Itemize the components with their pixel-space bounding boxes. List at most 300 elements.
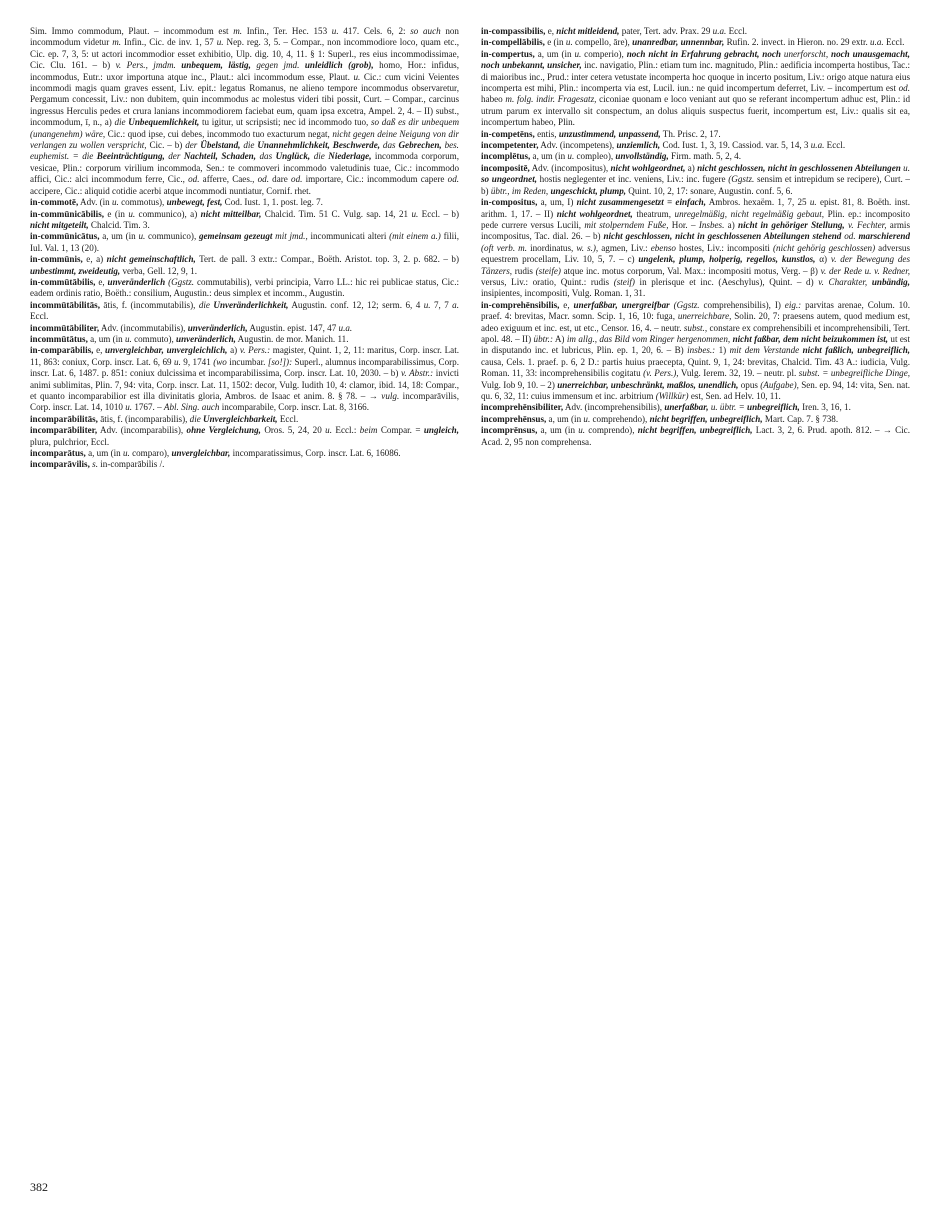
entry-text: rudis (512, 265, 536, 276)
italic-note: subst., (683, 322, 708, 333)
entry-text: Eccl. – b) (418, 208, 459, 219)
entry-text: importare, Cic.: incommodum capere (302, 174, 448, 185)
gloss: unerfaßbar, unergreifbar (573, 299, 670, 310)
entry-text: Adv. (incompetens), (538, 140, 617, 151)
entry-text: a, um (in (99, 231, 139, 242)
dictionary-entry (30, 425, 459, 448)
entry-text: e, (95, 276, 108, 287)
gloss: nicht in gehöriger Stellung, (738, 219, 845, 230)
dictionary-entry (30, 334, 459, 345)
entry-text: Cic.: quod ipse, cui debes, incommodo tuo exacturum negat, (105, 128, 333, 139)
entry-text: constare ex comprehensibili et incomprehensibili, Tert. apol. 48. – II) (481, 322, 910, 344)
entry-text: incomparabile, Corp. inscr. Lat. 8, 3166. (219, 402, 369, 413)
italic-note: od. (257, 174, 269, 185)
entry-text: communico), (145, 231, 199, 242)
dictionary-entry (30, 345, 459, 413)
italic-note: (wo (213, 356, 227, 367)
entry-text: e, (545, 26, 557, 36)
entry-text: Adv. (in (78, 197, 112, 208)
italic-note: bes. euphemist. = die (30, 140, 459, 162)
italic-note: ebenso (650, 242, 676, 253)
italic-note: v. Pers., jmdm. (115, 60, 176, 71)
headword: in-commūnis, (30, 254, 83, 265)
italic-note: im allg., das Bild vom Ringer hergenommen, (566, 333, 731, 344)
entry-text: 417. Cels. 6, 2: (338, 26, 411, 36)
headword: in-compassibilis, (481, 26, 546, 36)
italic-note: unregelmäßig, nicht regelmäßig gebaut, (674, 208, 824, 219)
entry-text: Cic. – b) (146, 140, 186, 151)
entry-text: Tert. de pall. 3 extr.: Compar., Boëth. Aristot. top. 3, 2. p. 682. – b) (195, 254, 459, 265)
gloss: nicht gemeinschaftlich, (106, 254, 196, 265)
italic-note: das (259, 151, 273, 162)
gloss: unleidlich (grob), (304, 60, 374, 71)
entry-text: e, (93, 345, 106, 356)
dictionary-page (30, 26, 910, 1186)
entry-text: Nep. reg. 3, 5. – Compar., non incommodiore loco, quam etc., Cic. ep. 7, 3, 5: ut actori incommodior esset exhibitio, Ulp. dig. 10, 4, 11. § 1: Superl., res eius incommodissimae, Cic. Clu. 161. – b) (30, 37, 459, 71)
gloss: Unbequemlichkeit, (128, 117, 200, 128)
headword: incomparābiliter, (30, 425, 98, 436)
gloss: unvergleichbar, (171, 448, 231, 459)
entry-text: ut est in disputando inc. et lubricus, Plin. ep. 1, 20, 6. – B) (481, 333, 910, 356)
entry-text: Chalcid. Tim. 3. (88, 219, 150, 230)
italic-note: (steif) (613, 276, 635, 287)
gloss: nicht wohlgeordnet, (610, 162, 686, 173)
gloss: Unglück, (275, 151, 311, 162)
italic-note: eig.: (784, 299, 802, 310)
entry-text: Solin. 20, 7: praesens autem, quod medium est, adeo exiguum et inc. est, ut etc., Censor. 16, 4. – neutr. (481, 311, 910, 333)
headword: incomparābilitās, (30, 413, 98, 424)
entry-text: dare (268, 174, 292, 185)
left-column (30, 26, 459, 1186)
headword: incompositē, (481, 162, 530, 173)
gloss: unveränderlich, (176, 333, 236, 344)
italic-note: u.a. (338, 322, 353, 333)
italic-note: die (313, 151, 325, 162)
gloss: Niederlage, (328, 151, 372, 162)
entry-text: epist. 81, 8. Boëth. inst. arithm. 1, 17. – II) (481, 197, 910, 219)
entry-text: Compar. = (377, 425, 424, 436)
headword: incomprehēnsus, (481, 413, 547, 424)
entry-text: sensim et intrepidum se recipere), Curt. – b) (481, 174, 910, 196)
headword: incompetenter, (481, 140, 539, 151)
gloss: nicht mitgeteilt, (30, 219, 89, 230)
entry-text: 9, 1741 (180, 356, 214, 367)
entry-text: Adv. (incomprehensibilis), (563, 402, 665, 413)
entry-text: Vulg. Iob 9, 10. – 2) (481, 379, 558, 390)
entry-text: comparo), (129, 448, 172, 459)
italic-note: u. (174, 356, 181, 367)
entry-text: e, (559, 299, 574, 310)
headword: in-compellābilis, (481, 37, 545, 48)
entry-text: habeo (481, 94, 506, 105)
entry-text: Adv. (incomparabilis), (97, 425, 187, 436)
entry-text: Firm. math. 5, 2, 4. (668, 151, 741, 162)
italic-note: so daß es dir unbequem (unangenehm) wäre, (30, 117, 459, 139)
entry-text: opus (738, 379, 761, 390)
entry-text: e (in (544, 37, 566, 48)
italic-note: u. (112, 197, 119, 208)
entry-text: Cic.: cum vicini Veientes incommodi magis quam graves essent, Liv. epit.: legatus Romanus, ne alieno tempore incommodus observaretur, Pergamum concessit, Liv.: non dubitem, quin incommodus ac molestus videri tibi possit, Curt. – Compar., carcinus ingressus Herculis pedes et crura lanians incommodiorem faciebat eum, quam ipsa excetra, Ampel. 2, 4. – II) subst., incommodum, ī, n., a) (30, 71, 459, 128)
gloss: so ungeordnet, (481, 174, 537, 185)
dictionary-entry (481, 402, 910, 413)
entry-text: plura, pulchrior, Eccl. (30, 436, 110, 447)
gloss: Unvergleichbarkeit, (203, 413, 278, 424)
italic-note: v. Abstr.: (401, 368, 434, 379)
italic-note: mit dem Verstande (729, 345, 800, 356)
headword: in-comprehēnsibilis, (481, 299, 560, 310)
italic-note: v. Pers.: (239, 345, 271, 356)
italic-note: unerreichbare, (677, 311, 732, 322)
gloss: ungeschickt, plump, (550, 185, 627, 196)
headword: incomprēnsus, (481, 425, 538, 436)
gloss: ohne Vergleichung, (186, 425, 261, 436)
entry-text: Infin., Ter. Hec. 153 (242, 26, 332, 36)
entry-text: insipientes, incompositi, Vulg. Roman. 1, 31. (481, 288, 646, 299)
entry-text: Lact. 3, 2, 6. Prud. apoth. 812. – → Cic. Acad. 2, 95 non comprehensa. (481, 425, 910, 447)
entry-text: non incommodum videtur (30, 26, 459, 48)
italic-note: u. (122, 448, 130, 459)
italic-note: od. (447, 174, 459, 185)
italic-note: u. (125, 333, 132, 344)
dictionary-entry (481, 163, 910, 197)
entry-text: Sen. ep. 94, 14: vita, Sen. nat. qu. 6, 32, 11: cuius immensum et inc. arbitrium (481, 379, 910, 401)
entry-text: Augustin. epist. 147, 47 (247, 322, 339, 333)
entry-text: incommoda corporum, vesicae, Plin.: corporum virilium incommoda, Sen.: te commoveri incommodo valetudinis tuae, Cic.: incommodo affici, Cic.: alci incommodum ferre, Cic., (30, 151, 459, 185)
italic-note: (mit einem a.) (389, 231, 441, 242)
gloss: unerreichbar, unbeschränkt, maßlos, unendlich, (557, 379, 739, 390)
page-number: 382 (30, 1180, 48, 1194)
dictionary-entry (481, 414, 910, 425)
entry-text: 1767. – (132, 402, 164, 413)
entry-text: Eccl. (277, 413, 299, 424)
entry-text: atque inc. motus corporum, Val. Max.: incompositi motus, Verg. – β) (560, 265, 821, 276)
headword: in-compositus, (481, 197, 538, 208)
italic-note: u. (809, 197, 817, 208)
entry-text: armis incompositus, Tac. dial. 26. – b) (481, 219, 910, 242)
italic-note: gegen jmd. (256, 60, 300, 71)
italic-note: (v. Pers.), (643, 368, 679, 379)
entry-text: α) (815, 254, 831, 265)
gloss: Übelstand, (200, 140, 241, 151)
dictionary-entry (481, 197, 910, 300)
italic-note: insbes.: (687, 345, 716, 356)
entry-text: 1) (715, 345, 730, 356)
italic-note: subst. = unbegreifliche Dinge, (798, 368, 910, 379)
headword: in-compertus, (481, 48, 535, 59)
italic-note: u. (578, 425, 586, 436)
entry-text: Augustin. conf. 12, 12; serm. 6, 4 (288, 299, 424, 310)
gloss: Nachteil, Schaden, (183, 151, 257, 162)
headword: in-commūnicābilis, (30, 208, 105, 219)
gloss: unbequem, lästig, (181, 60, 251, 71)
entry-text: Eccl. (883, 37, 905, 48)
entry-text: tu igitur, ut scripsisti; nec id incommodo tuo, (199, 117, 372, 128)
entry-text: pater, Tert. adv. Prax. 29 (619, 26, 713, 36)
italic-note: nicht gegen deine Neigung von dir verlangen zu wollen verspricht, (30, 128, 459, 151)
gloss: nicht geschlossen, nicht in geschlossenen Abteilungen (697, 162, 901, 173)
entry-text: e (in (104, 208, 129, 219)
italic-note: mit stolperndem Fuße, (584, 219, 669, 230)
italic-note: [so!]): (267, 356, 293, 367)
italic-note: u. (331, 26, 339, 36)
headword: incomplētus, (481, 151, 531, 162)
entry-text: Quint. 10, 2, 17: sonare, Augustin. conf. 5, 6. (626, 185, 793, 196)
entry-text: Mart. Cap. 7. § 738. (762, 413, 839, 424)
entry-text: Superl., alumnus incomparabilissimus, Corp. inscr. Lat. 6, 1487. p. 851: coniux dulcissima et incomparabilissima, Corp. inscr. Lat. 10, 2030. – b) (30, 356, 459, 379)
italic-note: m. folg. indir. Fragesatz, (505, 94, 597, 105)
entry-text: Eccl. (726, 26, 747, 36)
entry-text: a, um (in (87, 333, 125, 344)
gloss: unbändig, (871, 276, 910, 287)
entry-text: Vulg. Ierem. 32, 19. – neutr. pl. (678, 368, 799, 379)
gloss: nicht wohlgeordnet, (556, 208, 633, 219)
italic-note: u.a. (810, 140, 825, 151)
italic-note: (Ggstz. (728, 174, 755, 185)
entry-text: Eccl.: (332, 425, 360, 436)
italic-note: w. s.), (576, 242, 599, 253)
entry-text: ātis, f. (incomparabilis), (97, 413, 190, 424)
dictionary-entry (481, 26, 910, 37)
gloss: nicht geschlossen, nicht in geschlossenen Abteilungen stehend (603, 231, 842, 242)
italic-note: das (382, 140, 396, 151)
entry-text: in plerisque et inc. (Aeschylus), Quint. – d) (634, 276, 819, 287)
italic-note: mit jmd., (275, 231, 308, 242)
italic-note: m. (112, 37, 122, 48)
dictionary-entry (30, 231, 459, 254)
italic-note: übtr.: (533, 333, 553, 344)
entry-text: accipere, Cic.: aliquid cotidie acerbi atque incommodi nuntiatur, Cornif. rhet. (30, 185, 311, 196)
entry-text: Rufin. 2. invect. in Hieron. no. 29 extr. (724, 37, 871, 48)
italic-note: die (189, 413, 201, 424)
entry-text: comprehendo), (590, 413, 650, 424)
entry-text: est, Sen. ad Helv. 10, 11. (688, 391, 781, 401)
headword: in-comparābilis, (30, 345, 94, 356)
dictionary-entry (30, 459, 459, 470)
entry-text: adversus equestrem procellam, Liv. 10, 5, 7. – c) (481, 242, 910, 265)
gloss: unzustimmend, unpassend, (558, 128, 661, 139)
headword: incomparātus, (30, 448, 86, 459)
gloss: unerfaßbar, (664, 402, 709, 413)
italic-note: (oft verb. m. (481, 242, 528, 253)
entry-text: Ambros. hexaëm. 1, 7, 25 (705, 197, 810, 208)
italic-note: a. (452, 299, 459, 310)
italic-note: die (243, 140, 255, 151)
entry-text: Adv. (incommutabilis), (99, 322, 188, 333)
entry-text: agmen, Liv.: (598, 242, 651, 253)
headword: in-commotē, (30, 197, 79, 208)
entry-text: a) (685, 162, 698, 173)
italic-note: od. (291, 174, 303, 185)
dictionary-entry (481, 49, 910, 129)
italic-note: s. (92, 459, 98, 470)
headword: incomparāvilis, (30, 459, 90, 470)
gloss: nicht zusammengesetzt = einfach, (576, 197, 706, 208)
gloss: unbewegt, fest, (166, 197, 223, 208)
entry-text: compleo), (574, 151, 616, 162)
entry-text: ātis, f. (incommutabilis), (99, 299, 199, 310)
gloss: unbegreiflich, (747, 402, 800, 413)
italic-note: die (114, 117, 126, 128)
dictionary-entry (30, 197, 459, 208)
gloss: unbestimmt, zweideutig, (30, 265, 121, 276)
italic-note: (steife) (535, 265, 561, 276)
gloss: noch unausgemacht, noch unbekannt, unsicher, (481, 48, 910, 71)
italic-note: (nicht gehörig geschlossen) (773, 242, 876, 253)
entry-text: magister, Quint. 1, 2, 11: maritus, Corp. inscr. Lat. 11, 863: coniux, Corp. inscr. Lat. 6, 69 (30, 345, 459, 367)
dictionary-entry (30, 26, 459, 197)
italic-note: unerforscht, (783, 48, 829, 59)
italic-note: u. (583, 413, 591, 424)
italic-note: od. (898, 83, 910, 94)
italic-note: Abl. Sing. auch (163, 402, 220, 413)
entry-text: comprehensibilis), I) (699, 299, 785, 310)
entry-text: A) (552, 333, 567, 344)
headword: in-commūnicātus, (30, 231, 100, 242)
headword: incommūtātus, (30, 333, 88, 344)
gloss: unveränderlich, (187, 322, 248, 333)
italic-note: u. (125, 402, 133, 413)
entry-text: commuto), (131, 333, 177, 344)
dictionary-entry (30, 300, 459, 323)
entry-text: in-comparābilis /. (97, 459, 165, 470)
italic-note: v. der Bewegung des Tänzers, (481, 254, 910, 276)
italic-note: so auch (410, 26, 441, 36)
entry-text: hostes, Liv.: incompositi (675, 242, 774, 253)
entry-text: a, um (in (85, 448, 123, 459)
italic-note: Insbes. (698, 219, 725, 230)
entry-text: Eccl. (30, 311, 49, 322)
entry-text: incomparatissimus, Corp. inscr. Lat. 6, 16086. (230, 448, 401, 459)
entry-text: a, um (in (530, 151, 568, 162)
italic-note: der (168, 151, 181, 162)
entry-text: hostis neglegenter et inc. veniens, Liv.: inc. fugere (537, 174, 729, 185)
italic-note: u. (353, 71, 361, 82)
entry-text: theatrum, (632, 208, 675, 219)
headword: incommūtābiliter, (30, 322, 100, 333)
entry-text: parvitas arenae, Colum. 10. praef. 4: brevitas, Macr. somn. Scip. 1, 16, 10: fuga, (481, 299, 910, 322)
entry-text: invicti animi sublimitas, Plin. 7, 94: vita, Corp. inscr. Lat. 11, 1502: decor, Vulg. Iudith 10, 4: clamor, ibid. 14, 18: Compar., et quanto incomparabilior est illa divinitatis gloria, Ambros. de Isaac et anim. 8. § 78. – → (30, 368, 459, 401)
gloss: unvollständig, (615, 151, 669, 162)
entry-text: entis, (534, 128, 559, 139)
entry-text: incommunicati alteri (307, 231, 390, 242)
entry-text: a) (227, 345, 240, 356)
headword: incomprehēnsibiliter, (481, 402, 564, 413)
gloss: Beeinträchtigung, (96, 151, 165, 162)
italic-note: beim (359, 425, 378, 436)
italic-note: u. (574, 48, 582, 59)
italic-note: übtr., im Reden, (490, 185, 549, 196)
italic-note: die (198, 299, 210, 310)
italic-note: u. (325, 425, 332, 436)
entry-text: Infin., Cic. de inv. 1, 57 (121, 37, 217, 48)
entry-text: e, a) (82, 254, 107, 265)
entry-text: Cod. Iust. 1, 1. post. leg. 7. (222, 197, 323, 208)
entry-text: homo, Hor.: infidus, incommodus, Eutr.: uxor importuna atque inc., Plaut.: alci incommodum esse, Plaut. (30, 60, 459, 82)
italic-note: (Ggstz. (168, 276, 195, 287)
dictionary-entry (481, 151, 910, 162)
gloss: Unveränderlichkeit, (213, 299, 289, 310)
entry-text: afferre, Caes., (199, 174, 258, 185)
italic-note: u. übtr. = (710, 402, 745, 413)
entry-text: comprendo), (585, 425, 638, 436)
italic-note: m. (233, 26, 243, 36)
italic-note: (Willkür) (655, 391, 689, 401)
entry-text: versus, Liv.: oratio, Quint.: rudis (481, 276, 614, 287)
entry-text: commotus), (118, 197, 167, 208)
italic-note: u. (128, 208, 136, 219)
dictionary-entry (481, 129, 910, 140)
gloss: Gebrechen, (398, 140, 442, 151)
italic-note: u. (567, 151, 575, 162)
gloss: noch nicht in Erfahrung gebracht, noch (626, 48, 781, 59)
entry-text: a, um (in (537, 425, 579, 436)
entry-text: Plin. ep.: incomposito pede currere versus Lucili, (481, 208, 910, 230)
entry-text: Sim. Immo commodum, Plaut. – incommodum est (30, 26, 234, 36)
italic-note: v. der Rede u. v. Redner, (820, 265, 910, 276)
italic-note: u. (216, 37, 224, 48)
italic-note: u. (138, 231, 146, 242)
entry-text: Chalcid. Tim. 51 C. Vulg. sap. 14, 21 (261, 208, 412, 219)
entry-text: communico), a) (135, 208, 201, 219)
italic-note: u.a. (712, 26, 727, 36)
entry-text: a, um (in (534, 48, 575, 59)
dictionary-entry (30, 209, 459, 232)
dictionary-entry (30, 414, 459, 425)
entry-text: inordinatus, (527, 242, 577, 253)
entry-text: commutabilis), verbi principia, Varro LL.: hic rei publicae status, Cic.: eadem ordinis ratio, Boëth.: consilium, Augustin.: deus simplex et incomm., Augustin. (30, 276, 459, 299)
headword: incommūtābilitās, (30, 299, 100, 310)
gloss: ungelenk, plump, holperig, regellos, kunstlos, (638, 254, 816, 265)
italic-note: vulg. (381, 391, 400, 401)
gloss: nicht mitteilbar, (200, 208, 262, 219)
italic-note: u. (565, 37, 573, 48)
dictionary-entry (30, 277, 459, 300)
gloss: unziemlich, (616, 140, 661, 151)
entry-text: filii, Iul. Val. 1, 13 (20). (30, 231, 459, 253)
gloss: gemeinsam gezeugt (198, 231, 273, 242)
entry-text: incumbar. (226, 356, 268, 367)
entry-text: Augustin. de mor. Manich. 11. (235, 333, 349, 344)
entry-text: Adv. (incompositus), (529, 162, 611, 173)
italic-note: v. Charakter, (818, 276, 868, 287)
italic-note: (Ggstz. (673, 299, 700, 310)
entry-text: verba, Gell. 12, 9, 1. (120, 265, 197, 276)
italic-note: od. (188, 174, 200, 185)
gloss: Unannehmlichkeit, Beschwerde, (257, 140, 381, 151)
entry-text: compello, āre), (572, 37, 633, 48)
headword: in-competēns, (481, 128, 535, 139)
entry-text: Iren. 3, 16, 1. (799, 402, 851, 413)
entry-text: ciconiae quonam e loco veniant aut quo se referant incompertum adhuc est, Plin.: id utrum parum ex intervallo sit conspectum, an dolus aliquis suspectus fuerit, incompertum est, Liv.: qualis sit ea, incompertum habeo, Plin. (481, 94, 910, 128)
entry-text: Eccl. (824, 140, 846, 151)
italic-note: u. (423, 299, 431, 310)
gloss: nicht faßlich, unbegreiflich, (802, 345, 910, 356)
gloss: nicht begriffen, unbegreiflich, (637, 425, 753, 436)
entry-text: a, um, I) (537, 197, 577, 208)
entry-text: Oros. 5, 24, 20 (260, 425, 326, 436)
dictionary-entry (30, 323, 459, 334)
gloss: nicht faßbar, dem nicht beizukommen ist, (732, 333, 889, 344)
gloss: nicht mitleidend, (556, 26, 620, 36)
italic-note: v. Fechter, (848, 219, 887, 230)
dictionary-entry (481, 140, 910, 151)
right-column (481, 26, 910, 1186)
entry-text: Hor. – (668, 219, 699, 230)
entry-text: inc. navigatio, Plin.: etiam tum inc. magnitudo, Plin.: aedificia incomperta hostibus, Tac.: di maioribus inc., Prud.: inter cetera vetustate incomperta hoc quoque in incerto positum, Liv.: origo atque natura eius incomperta est mihi, Plin.: incomperta via est, Lucil. iun.: ne quid incompertum deferret, Liv. – incompertum est (481, 60, 910, 94)
entry-text: Th. Prisc. 2, 17. (660, 128, 721, 139)
entry-text: 7, 7 (430, 299, 453, 310)
italic-note: od. (844, 231, 856, 242)
